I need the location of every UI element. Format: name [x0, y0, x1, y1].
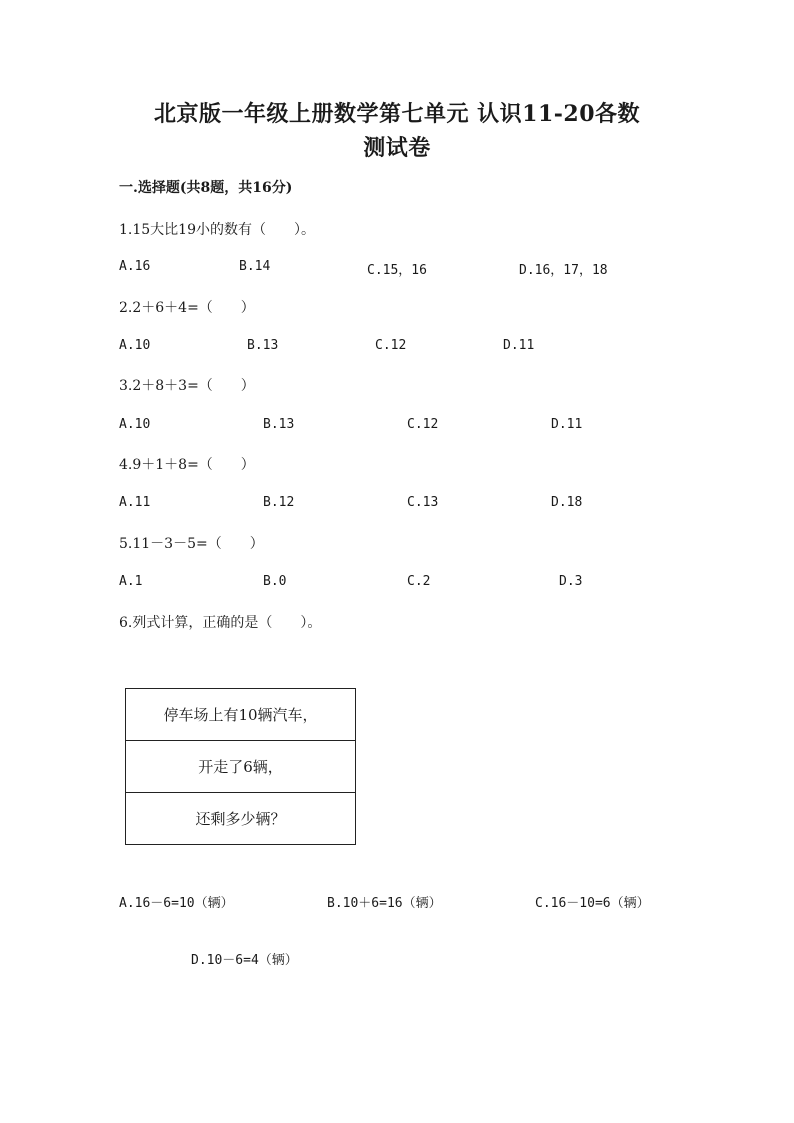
page-title-line2: 测试卷	[363, 135, 431, 161]
q5-option-a: A.1	[119, 574, 143, 589]
q2-option-b: B.13	[247, 338, 279, 353]
section-heading: 一.选择题(共8题，共16分)	[119, 180, 293, 196]
q6-option-b: B.10＋6=16（辆）	[327, 896, 442, 911]
question-6: 6.列式计算，正确的是（ ）。	[119, 615, 322, 631]
q1-option-d: D.16，17，18	[519, 263, 608, 278]
q3-option-c: C.12	[407, 417, 439, 432]
word-problem-line-2: 开走了6辆，	[126, 741, 355, 793]
q3-option-d: D.11	[551, 417, 583, 432]
q4-option-b: B.12	[263, 495, 295, 510]
question-2: 2.2＋6＋4=（ ）	[119, 300, 255, 316]
question-5: 5.11－3－5=（ ）	[119, 536, 264, 552]
word-problem-line-1: 停车场上有10辆汽车，	[126, 689, 355, 741]
word-problem-box	[125, 688, 356, 845]
q6-option-d: D.10－6=4（辆）	[191, 953, 298, 968]
q2-option-a: A.10	[119, 338, 151, 353]
question-4: 4.9＋1＋8=（ ）	[119, 457, 255, 473]
word-problem-line-3: 还剩多少辆？	[195, 810, 286, 828]
q2-option-c: C.12	[375, 338, 407, 353]
q4-option-c: C.13	[407, 495, 439, 510]
q1-option-a: A.16	[119, 259, 151, 274]
page-title: 北京版一年级上册数学第七单元 认识11-20各数	[153, 101, 641, 127]
q5-option-d: D.3	[559, 574, 583, 589]
q4-option-d: D.18	[551, 495, 583, 510]
q3-option-a: A.10	[119, 417, 151, 432]
question-3: 3.2＋8＋3=（ ）	[119, 378, 255, 394]
question-1: 1.15大比19小的数有（ ）。	[119, 222, 315, 238]
q5-option-c: C.2	[407, 574, 431, 589]
q5-option-b: B.0	[263, 574, 287, 589]
q6-option-c: C.16－10=6（辆）	[535, 896, 650, 911]
q3-option-b: B.13	[263, 417, 295, 432]
q1-option-c: C.15，16	[367, 263, 427, 278]
q2-option-d: D.11	[503, 338, 535, 353]
q6-option-a: A.16－6=10（辆）	[119, 896, 234, 911]
q4-option-a: A.11	[119, 495, 151, 510]
q1-option-b: B.14	[239, 259, 271, 274]
